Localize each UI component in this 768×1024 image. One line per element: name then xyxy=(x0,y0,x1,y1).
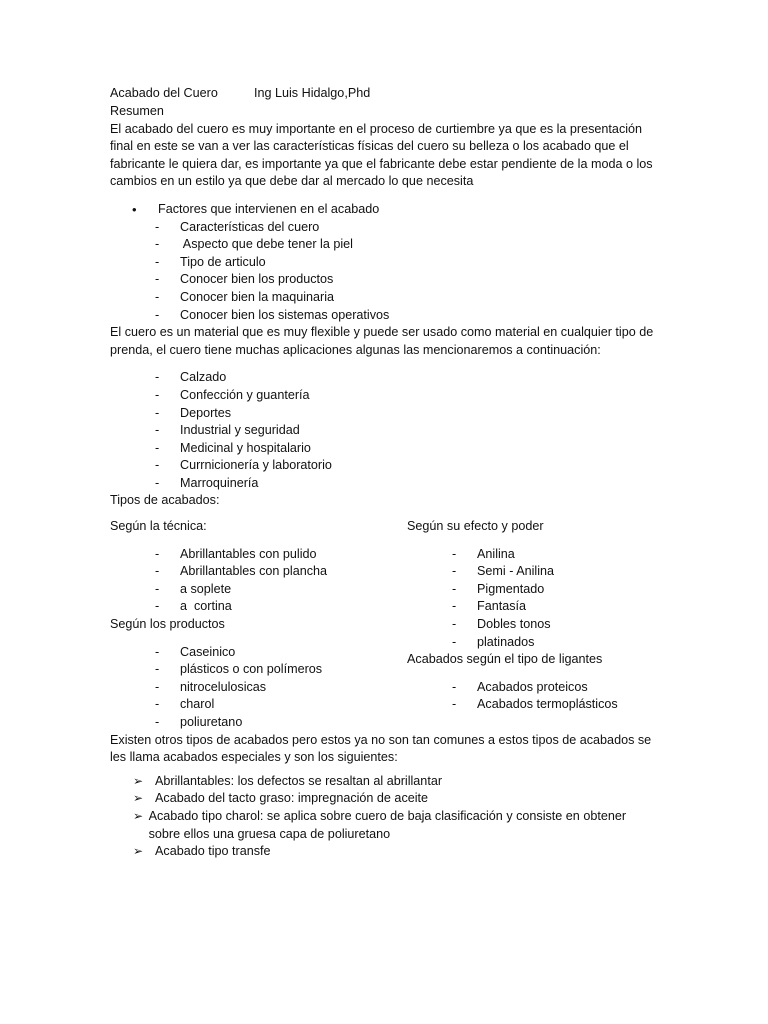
dash-bullet: - xyxy=(452,679,457,694)
dash-bullet: - xyxy=(452,634,457,649)
list-item-text: Fantasía xyxy=(477,599,527,614)
list-item xyxy=(155,679,407,697)
dash-bullet: - xyxy=(155,644,160,659)
factores-list xyxy=(110,201,660,324)
efecto-list xyxy=(407,546,660,652)
ligantes-list xyxy=(407,679,660,714)
list-item xyxy=(155,581,407,599)
list-item xyxy=(155,475,660,493)
list-item-text: Acabado tipo transfe xyxy=(155,844,271,859)
especiales-list xyxy=(110,773,660,861)
list-item xyxy=(452,546,660,564)
list-item-text: Caseinico xyxy=(180,644,236,659)
dash-bullet: - xyxy=(155,237,160,252)
list-item xyxy=(133,843,660,861)
dash-bullet: - xyxy=(452,617,457,632)
list-item-text: Semi - Anilina xyxy=(477,564,554,579)
list-item-text: Pigmentado xyxy=(477,581,545,596)
right-column xyxy=(407,518,660,732)
dash-bullet: - xyxy=(155,679,160,694)
list-item xyxy=(155,696,407,714)
dash-bullet: - xyxy=(155,423,160,438)
list-item-text: platinados xyxy=(477,634,535,649)
dash-bullet: - xyxy=(452,599,457,614)
list-item-text: Conocer bien la maquinaria xyxy=(180,289,335,304)
especiales-paragraph: Existen otros tipos de acabados pero estos ya no son tan comunes a estos tipos de acabados se les llama acabados especiales y son los siguientes: xyxy=(110,732,652,765)
tipos-columns xyxy=(110,518,660,732)
dash-bullet: - xyxy=(155,458,160,473)
list-item xyxy=(155,254,660,272)
arrow-bullet-icon: ➢ xyxy=(133,808,144,823)
aplicaciones-paragraph: El cuero es un material que es muy flexible y puede ser usado como material en cualquier tipo de prenda, el cuero tiene muchas aplicaciones algunas las mencionaremos a continuación: xyxy=(110,325,654,357)
list-item xyxy=(155,644,407,662)
list-item-text: Acabados termoplásticos xyxy=(477,697,618,712)
list-item-text: Características del cuero xyxy=(180,219,320,234)
list-item xyxy=(155,457,660,475)
dash-bullet: - xyxy=(155,581,160,596)
factores-bullet-text: Factores que intervienen en el acabado xyxy=(158,201,380,216)
dash-bullet: - xyxy=(155,405,160,420)
list-item xyxy=(155,405,660,423)
arrow-bullet-icon: ➢ xyxy=(133,791,144,806)
list-item-text: poliuretano xyxy=(180,715,243,729)
document-page xyxy=(110,85,660,861)
list-item xyxy=(452,616,660,634)
dash-bullet: - xyxy=(155,289,160,304)
list-item-text: Conocer bien los sistemas operativos xyxy=(180,307,390,322)
list-item-text: Marroquinería xyxy=(180,475,259,490)
dash-bullet: - xyxy=(452,564,457,579)
dash-bullet: - xyxy=(155,546,160,561)
aplicaciones-list xyxy=(110,369,660,492)
dash-bullet: - xyxy=(452,697,457,712)
list-item-text: Dobles tonos xyxy=(477,617,551,632)
dash-bullet: - xyxy=(452,581,457,596)
list-item-text: a cortina xyxy=(180,599,232,614)
list-item-text: Abrillantables con pulido xyxy=(180,546,317,561)
dash-bullet: - xyxy=(155,715,160,729)
list-item-text: Calzado xyxy=(180,370,227,385)
dash-bullet: - xyxy=(155,387,160,402)
list-item xyxy=(155,714,407,732)
list-item xyxy=(155,236,660,254)
document-title: Acabado del Cuero xyxy=(110,86,218,100)
list-item-text: Conocer bien los productos xyxy=(180,272,334,287)
efecto-heading: Según su efecto y poder xyxy=(407,519,544,534)
list-item-text: Acabado del tacto graso: impregnación de aceite xyxy=(155,791,429,806)
ligantes-heading: Acabados según el tipo de ligantes xyxy=(407,652,603,667)
list-item-text: Abrillantables con plancha xyxy=(180,564,328,579)
tipos-heading: Tipos de acabados: xyxy=(110,493,220,508)
list-item xyxy=(155,563,407,581)
list-item xyxy=(452,563,660,581)
list-item-text: Acabado tipo charol: se aplica sobre cuero de baja clasificación y consiste en obtener sobre ellos una gruesa capa de poliuretano xyxy=(148,808,627,841)
list-item-text: Abrillantables: los defectos se resaltan al abrillantar xyxy=(155,773,443,788)
list-item xyxy=(452,679,660,697)
dash-bullet: - xyxy=(155,662,160,677)
arrow-bullet-icon: ➢ xyxy=(133,844,144,859)
list-item-text: Tipo de articulo xyxy=(180,254,266,269)
productos-heading: Según los productos xyxy=(110,617,225,632)
list-item xyxy=(452,598,660,616)
list-item-text: Deportes xyxy=(180,405,232,420)
list-item-text: charol xyxy=(180,697,215,712)
list-item xyxy=(155,546,407,564)
dash-bullet: - xyxy=(155,254,160,269)
list-item xyxy=(452,634,660,652)
arrow-bullet-icon: ➢ xyxy=(133,773,144,788)
tecnica-heading: Según la técnica: xyxy=(110,519,207,534)
resumen-heading: Resumen xyxy=(110,104,164,118)
list-item xyxy=(155,369,660,387)
list-item-text: Medicinal y hospitalario xyxy=(180,440,311,455)
list-item xyxy=(155,661,407,679)
list-item xyxy=(155,289,660,307)
list-item xyxy=(155,271,660,289)
list-item xyxy=(155,440,660,458)
list-item xyxy=(155,387,660,405)
left-column xyxy=(110,518,407,732)
list-item-text: Confección y guantería xyxy=(180,387,310,402)
document-header xyxy=(110,85,660,103)
dash-bullet: - xyxy=(155,307,160,322)
list-item-text: plásticos o con polímeros xyxy=(180,662,323,677)
dash-bullet: - xyxy=(155,272,160,287)
list-item xyxy=(133,808,660,843)
factores-bullet xyxy=(132,201,660,219)
dash-bullet: - xyxy=(155,475,160,490)
list-item xyxy=(452,696,660,714)
list-item xyxy=(155,598,407,616)
list-item-text: a soplete xyxy=(180,581,232,596)
list-item-text: Currnicionería y laboratorio xyxy=(180,458,332,473)
dash-bullet: - xyxy=(155,370,160,385)
dash-bullet: - xyxy=(155,697,160,712)
list-item xyxy=(133,790,660,808)
intro-paragraph: El acabado del cuero es muy importante en el proceso de curtiembre ya que es la presentación final en este se van a ver las características físicas del cuero su belleza o los acabado que el fabricante le quiera dar, es importante ya que el fabricante debe estar pendiente de la moda o los cambios en un estilo ya que debe dar al mercado lo que necesita xyxy=(110,121,653,189)
dash-bullet: - xyxy=(155,440,160,455)
dash-bullet: - xyxy=(155,564,160,579)
document-author: Ing Luis Hidalgo,Phd xyxy=(254,86,371,100)
list-item-text: Anilina xyxy=(477,546,515,561)
list-item xyxy=(155,219,660,237)
list-item-text: Acabados proteicos xyxy=(477,679,588,694)
list-item xyxy=(155,422,660,440)
dash-bullet: - xyxy=(155,219,160,234)
tecnica-list xyxy=(110,546,407,616)
list-item-text: Industrial y seguridad xyxy=(180,423,300,438)
bullet-dot: • xyxy=(132,201,137,217)
dash-bullet: - xyxy=(155,599,160,614)
list-item xyxy=(133,773,660,791)
productos-list xyxy=(110,644,407,732)
list-item xyxy=(155,307,660,325)
list-item xyxy=(452,581,660,599)
list-item-text: nitrocelulosicas xyxy=(180,679,267,694)
list-item-text: Aspecto que debe tener la piel xyxy=(180,237,353,252)
dash-bullet: - xyxy=(452,546,457,561)
